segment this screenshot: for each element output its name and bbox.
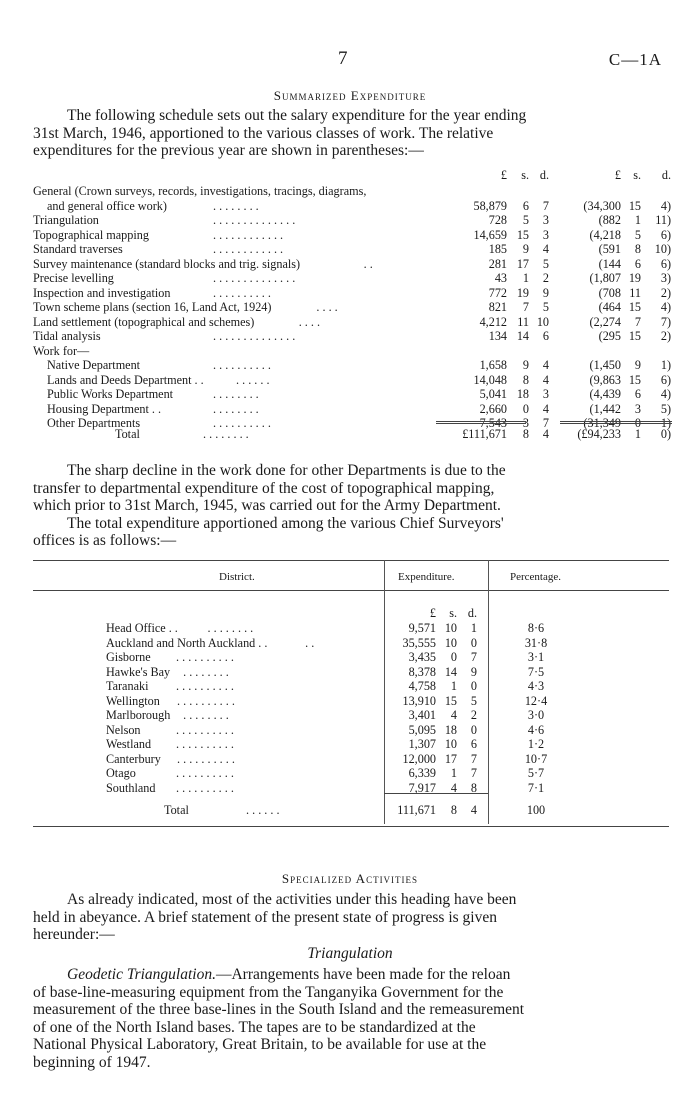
district-pounds: 3,435 — [408, 650, 436, 664]
decline-paragraph — [33, 462, 668, 550]
district-shillings: 4 — [450, 780, 457, 795]
leader-dots: . . . . . . . . . . . . — [213, 242, 284, 256]
prev-amount-pence: 4) — [660, 300, 671, 314]
para-line: hereunder:— — [33, 926, 115, 943]
district-name: Taranaki — [106, 679, 149, 693]
amount-shillings: 7 — [522, 300, 529, 314]
leader-dots: . . . . — [298, 314, 321, 329]
district-percentage: 3·1 — [527, 650, 545, 664]
leader-dots: . . . . . . . . — [183, 708, 229, 722]
prev-amount-pence: 3) — [660, 271, 671, 285]
total-leader-dots: . . . . . . . . — [203, 427, 249, 441]
prev-amount-pounds: (4,218 — [589, 227, 621, 242]
summarized-total-row — [33, 427, 673, 442]
geodetic-triangulation-paragraph — [33, 966, 668, 1071]
amount-pence: 3 — [542, 387, 549, 401]
pence-header: d. — [539, 168, 549, 182]
para-line: of one of the North Island bases. The tapes are to be standardized at the — [33, 1018, 476, 1036]
amount-pence: 10 — [536, 314, 549, 329]
district-row — [106, 766, 636, 780]
district-percentage: 4·3 — [527, 679, 545, 693]
district-row — [106, 694, 636, 708]
district-total-rule — [384, 793, 488, 794]
row-label: Other Departments — [47, 416, 141, 430]
expenditure-row — [33, 402, 673, 417]
prev-amount-pounds: (2,274 — [589, 314, 621, 329]
district-total-pence: 4 — [470, 803, 477, 817]
para-line: transfer to departmental expenditure of the cost of topographical mapping, — [33, 479, 495, 497]
amount-pence: 4 — [542, 401, 549, 416]
district-row — [106, 636, 636, 650]
district-name: Gisborne — [106, 650, 151, 664]
district-percentage: 7·1 — [527, 780, 545, 795]
district-pence: 7 — [470, 650, 477, 664]
amount-pounds: 281 — [488, 256, 507, 271]
district-percentage: 8·6 — [527, 621, 545, 635]
geodetic-title: Geodetic Triangulation. — [67, 966, 216, 983]
amount-pence: 5 — [542, 256, 549, 271]
prev-amount-pence: 2) — [660, 329, 671, 343]
total-label: Total — [115, 427, 140, 441]
amount-shillings: 3 — [522, 416, 529, 430]
prev-pound-header: £ — [614, 168, 621, 182]
leader-dots: . . . . . . . . . . — [176, 737, 234, 751]
para-line: offices is as follows:— — [33, 532, 177, 549]
prev-shilling-header: s. — [633, 168, 641, 182]
expenditure-row — [33, 358, 673, 373]
row-label: Tidal analysis — [33, 329, 101, 343]
document-reference: C—1A — [608, 50, 662, 69]
prev-amount-pounds: (34,300 — [583, 198, 621, 213]
district-shillings: 10 — [444, 737, 457, 751]
expenditure-row — [33, 300, 673, 315]
amount-shillings: 15 — [516, 227, 529, 242]
district-pounds: 12,000 — [402, 751, 436, 766]
district-percentage: 10·7 — [524, 751, 548, 766]
district-name: Nelson — [106, 722, 141, 737]
district-total-dots: . . . . . . — [246, 803, 280, 817]
district-percentage: 1·2 — [527, 737, 545, 751]
prev-amount-shillings: 6 — [634, 256, 641, 271]
leader-dots: . . . . . . . . . . . . . . — [213, 213, 296, 227]
amount-pounds: 1,658 — [479, 358, 507, 372]
expenditure-row — [33, 373, 673, 388]
district-row — [106, 650, 636, 664]
prev-amount-shillings: 19 — [628, 271, 641, 285]
expenditure-row — [33, 329, 673, 344]
leader-dots: . . . . — [316, 300, 338, 314]
prev-total-shillings: 1 — [634, 427, 641, 441]
district-pence: 0 — [470, 635, 477, 650]
prev-amount-pence: 6) — [660, 227, 671, 242]
prev-amount-pence: 1) — [660, 416, 671, 430]
district-row — [106, 737, 636, 751]
summarized-expenditure-heading: Summarized Expenditure — [273, 88, 427, 103]
prev-amount-pence: 1) — [660, 358, 671, 372]
district-shillings: 0 — [450, 650, 457, 664]
amount-pence: 5 — [542, 300, 549, 314]
district-shillings: 1 — [450, 679, 457, 693]
leader-dots: . . . . . . . . . . — [213, 358, 271, 372]
leader-dots: . . . . . . . . . . — [177, 693, 235, 708]
prev-amount-shillings: 15 — [628, 372, 641, 387]
prev-amount-pounds: (9,863 — [589, 372, 621, 387]
district-pence: 7 — [470, 751, 477, 766]
table-top-rule — [33, 560, 669, 561]
amount-shillings: 18 — [516, 387, 529, 401]
leader-dots: . . . . . . . . . . — [176, 722, 234, 737]
amount-pence: 9 — [542, 285, 549, 300]
prev-amount-shillings: 6 — [634, 387, 641, 401]
district-pence: 9 — [470, 664, 477, 679]
row-label: Work for— — [33, 343, 90, 358]
district-pounds: 8,378 — [408, 664, 436, 679]
amount-pounds: 14,048 — [473, 372, 507, 387]
district-pounds: 13,910 — [402, 693, 436, 708]
table-header-rule — [33, 590, 669, 591]
prev-amount-pounds: (31,349 — [583, 416, 621, 430]
table-bottom-rule — [33, 826, 669, 827]
district-total-shillings: 8 — [450, 803, 457, 817]
row-label: Survey maintenance (standard blocks and trig. signals) — [33, 256, 301, 271]
amount-shillings: 5 — [522, 213, 529, 227]
prev-amount-pence: 6) — [660, 372, 671, 387]
prev-total-pounds: (£94,233 — [577, 427, 621, 441]
total-pence: 4 — [542, 427, 549, 441]
leader-dots: . . . . . . — [236, 372, 270, 387]
district-name: Southland — [106, 780, 156, 795]
prev-amount-shillings: 15 — [628, 198, 641, 213]
prev-amount-pounds: (1,807 — [589, 271, 621, 285]
amount-shillings: 0 — [522, 401, 529, 416]
amount-shillings: 6 — [522, 198, 529, 213]
prev-pence-header: d. — [661, 168, 671, 182]
prev-amount-shillings: 0 — [634, 416, 641, 430]
para-line: held in abeyance. A brief statement of the present state of progress is given — [33, 908, 497, 926]
district-pence: 0 — [470, 722, 477, 737]
expenditure-row — [33, 286, 673, 301]
expenditure-row — [33, 228, 673, 243]
amount-pounds: 821 — [488, 300, 507, 314]
district-percentage: 5·7 — [527, 766, 545, 780]
triangulation-subheading: Triangulation — [307, 945, 393, 962]
prev-amount-pence: 11) — [655, 213, 671, 227]
prev-amount-pence: 2) — [660, 285, 671, 300]
row-label: Native Department — [47, 358, 141, 372]
para-line: of base-line-measuring equipment from the Tanganyika Government for the — [33, 983, 504, 1001]
row-label: Housing Department . . — [47, 401, 162, 416]
amount-pence: 3 — [542, 213, 549, 227]
para-line: beginning of 1947. — [33, 1053, 151, 1071]
prev-amount-pence: 7) — [660, 314, 671, 329]
amount-pence: 6 — [542, 329, 549, 343]
district-name: Head Office . . — [106, 621, 178, 635]
geodetic-text: —Arrangements have been made for the reloan — [215, 966, 511, 983]
district-total-percentage: 100 — [526, 803, 546, 817]
district-name: Hawke's Bay — [106, 664, 171, 679]
district-name: Marlborough — [106, 708, 171, 722]
district-pounds: 3,401 — [408, 708, 436, 722]
district-total-row — [106, 803, 636, 817]
district-shillings: 14 — [444, 664, 457, 679]
amount-shillings: 9 — [522, 242, 529, 256]
district-row — [106, 752, 636, 766]
prev-amount-pounds: (591 — [598, 242, 621, 256]
prev-amount-pounds: (882 — [598, 213, 621, 227]
amount-pounds: 728 — [488, 213, 507, 227]
prev-amount-shillings: 11 — [629, 285, 641, 300]
total-rule-current-2 — [436, 423, 526, 424]
leader-dots: . . . . . . . . . . — [176, 679, 234, 693]
amount-pence: 4 — [542, 372, 549, 387]
leader-dots: . . . . . . . . — [207, 621, 254, 635]
district-name: Otago — [106, 766, 136, 780]
district-pounds: 7,917 — [408, 780, 436, 795]
percentage-header: Percentage. — [510, 571, 561, 583]
prev-amount-shillings: 8 — [634, 242, 641, 256]
district-pence: 7 — [470, 766, 477, 780]
total-rule-previous — [560, 421, 672, 422]
prev-amount-shillings: 15 — [628, 329, 641, 343]
amount-shillings: 11 — [517, 314, 529, 329]
district-pounds: 4,758 — [408, 679, 436, 693]
total-rule-current — [436, 421, 526, 422]
specialized-activities-heading: Specialized Activities — [281, 871, 419, 886]
unit-header-row — [106, 606, 636, 620]
prev-amount-pence: 4) — [660, 198, 671, 213]
prev-amount-shillings: 1 — [634, 213, 641, 227]
para-line: As already indicated, most of the activities under this heading have been — [67, 891, 517, 908]
row-label: Inspection and investigation — [33, 285, 171, 300]
para-line: measurement of the three base-lines in the South Island and the remeasurement — [33, 1001, 525, 1018]
leader-dots: . . — [363, 256, 373, 271]
district-pounds: 9,571 — [408, 621, 436, 635]
para-line: National Physical Laboratory, Great Britain, to be available for use at the — [33, 1036, 487, 1053]
amount-shillings: 9 — [522, 358, 529, 372]
district-pence: 2 — [470, 708, 477, 722]
amount-shillings: 8 — [522, 372, 529, 387]
district-shillings: 10 — [444, 635, 457, 650]
para-line — [33, 966, 668, 984]
row-label: Standard traverses — [33, 242, 123, 256]
para-line: The sharp decline in the work done for other Departments is due to the — [67, 462, 506, 479]
prev-amount-pence: 5) — [660, 401, 671, 416]
district-name: Wellington — [106, 693, 160, 708]
row-label: and general office work) — [47, 198, 167, 213]
district-total-pounds: 111,671 — [397, 803, 436, 817]
pound-unit: £ — [429, 606, 436, 620]
amount-pence: 7 — [542, 416, 549, 430]
district-pence: 8 — [470, 780, 477, 795]
leader-dots: . . . . . . . . . . — [176, 780, 234, 795]
district-shillings: 4 — [450, 708, 457, 722]
prev-amount-shillings: 7 — [634, 314, 641, 329]
leader-dots: . . . . . . . . . . . . . . — [213, 271, 296, 285]
expenditure-row — [33, 199, 673, 214]
leader-dots: . . — [305, 635, 315, 650]
prev-amount-pounds: (708 — [598, 285, 621, 300]
amount-pounds: 14,659 — [473, 227, 507, 242]
district-row — [106, 621, 636, 635]
expenditure-row — [33, 271, 673, 286]
shilling-header: s. — [521, 168, 529, 182]
amount-pounds: 5,041 — [479, 387, 507, 401]
prev-amount-pounds: (464 — [598, 300, 621, 314]
intro-line: 31st March, 1946, apportioned to the various classes of work. The relative — [33, 124, 494, 142]
prev-amount-pence: 10) — [654, 242, 671, 256]
leader-dots: . . . . . . . . — [213, 198, 259, 213]
expenditure-header: Expenditure. — [398, 571, 455, 583]
amount-pounds: 772 — [488, 285, 507, 300]
expenditure-row — [33, 184, 673, 199]
district-shillings: 15 — [444, 693, 457, 708]
district-total-label: Total — [164, 803, 189, 817]
district-header: District. — [219, 571, 255, 583]
district-pence: 0 — [470, 679, 477, 693]
district-row — [106, 723, 636, 737]
district-pence: 6 — [470, 737, 477, 751]
district-shillings: 17 — [444, 751, 457, 766]
district-row — [106, 665, 636, 679]
leader-dots: . . . . . . . . . . — [176, 766, 234, 780]
summarized-intro-paragraph — [33, 107, 668, 160]
district-name: Canterbury — [106, 751, 161, 766]
prev-amount-shillings: 9 — [634, 358, 641, 372]
leader-dots: . . . . . . . . . . — [213, 416, 271, 430]
page-number: 7 — [338, 48, 348, 69]
prev-amount-shillings: 5 — [634, 227, 641, 242]
intro-line: The following schedule sets out the salary expenditure for the year ending — [67, 107, 527, 124]
row-label: Land settlement (topographical and schemes) — [33, 314, 255, 329]
total-shillings: 8 — [522, 427, 529, 441]
row-label: General (Crown surveys, records, investigations, tracings, diagrams, — [33, 184, 367, 198]
amount-pounds: 58,879 — [473, 198, 507, 213]
prev-amount-pounds: (1,450 — [589, 358, 621, 372]
leader-dots: . . . . . . . . . . — [177, 751, 235, 766]
district-percentage: 4·6 — [527, 722, 545, 737]
currency-header-row — [33, 168, 673, 183]
specialized-intro-paragraph — [33, 891, 668, 944]
district-percentage: 3·0 — [527, 708, 545, 722]
leader-dots: . . . . . . . . . . . . — [213, 227, 284, 242]
leader-dots: . . . . . . . . — [183, 664, 229, 679]
district-pounds: 35,555 — [402, 635, 436, 650]
leader-dots: . . . . . . . . . . . . . . — [213, 329, 296, 343]
district-row — [106, 781, 636, 795]
district-percentage: 12·4 — [524, 693, 548, 708]
amount-pence: 2 — [542, 271, 549, 285]
total-rule-previous-2 — [560, 423, 672, 424]
district-shillings: 10 — [444, 621, 457, 635]
shilling-unit: s. — [449, 606, 457, 620]
leader-dots: . . . . . . . . — [213, 401, 259, 416]
amount-shillings: 17 — [516, 256, 529, 271]
district-percentage: 31·8 — [524, 635, 548, 650]
district-pounds: 1,307 — [408, 737, 436, 751]
intro-line: expenditures for the previous year are shown in parentheses:— — [33, 142, 424, 159]
row-label: Public Works Department — [47, 387, 174, 401]
leader-dots: . . . . . . . . . . — [176, 650, 234, 664]
district-row — [106, 679, 636, 693]
amount-pence: 4 — [542, 242, 549, 256]
prev-amount-shillings: 15 — [628, 300, 641, 314]
pound-header: £ — [500, 168, 507, 182]
amount-shillings: 14 — [516, 329, 529, 343]
row-label: Triangulation — [33, 213, 99, 227]
prev-amount-pence: 4) — [660, 387, 671, 401]
district-pence: 5 — [470, 693, 477, 708]
prev-amount-pounds: (144 — [598, 256, 621, 271]
amount-pounds: 43 — [494, 271, 507, 285]
amount-pounds: 134 — [488, 329, 507, 343]
amount-pence: 7 — [542, 198, 549, 213]
prev-amount-shillings: 3 — [634, 401, 641, 416]
pence-unit: d. — [467, 606, 477, 620]
expenditure-row — [33, 257, 673, 272]
prev-amount-pence: 6) — [660, 256, 671, 271]
district-name: Auckland and North Auckland . . — [106, 635, 268, 650]
expenditure-row — [33, 213, 673, 228]
amount-shillings: 1 — [522, 271, 529, 285]
amount-pounds: 2,660 — [479, 401, 507, 416]
prev-amount-pounds: (1,442 — [589, 401, 621, 416]
expenditure-row — [33, 242, 673, 257]
prev-amount-pounds: (4,439 — [589, 387, 621, 401]
amount-pounds: 4,212 — [479, 314, 507, 329]
expenditure-row — [33, 315, 673, 330]
amount-pence: 3 — [542, 227, 549, 242]
district-pence: 1 — [470, 621, 477, 635]
district-name: Westland — [106, 737, 152, 751]
amount-shillings: 19 — [516, 285, 529, 300]
amount-pounds: 7,543 — [479, 416, 507, 430]
para-line: which prior to 31st March, 1945, was carried out for the Army Department. — [33, 497, 501, 514]
row-label: Lands and Deeds Department . . — [47, 372, 204, 387]
district-shillings: 18 — [444, 722, 457, 737]
row-label: Precise levelling — [33, 271, 114, 285]
row-label: Town scheme plans (section 16, Land Act, 1924) — [33, 300, 272, 314]
district-row — [106, 708, 636, 722]
prev-total-pence: 0) — [660, 427, 671, 441]
leader-dots: . . . . . . . . — [213, 387, 259, 401]
amount-pence: 4 — [542, 358, 549, 372]
prev-amount-pounds: (295 — [598, 329, 621, 343]
para-line: The total expenditure apportioned among the various Chief Surveyors' — [67, 514, 504, 532]
expenditure-row — [33, 344, 673, 359]
expenditure-row — [33, 387, 673, 402]
district-pounds: 6,339 — [408, 766, 436, 780]
district-percentage: 7·5 — [527, 664, 545, 679]
leader-dots: . . . . . . . . . . — [213, 285, 271, 300]
district-pounds: 5,095 — [408, 722, 436, 737]
row-label: Topographical mapping — [33, 227, 149, 242]
total-pounds: £111,671 — [462, 427, 507, 441]
district-shillings: 1 — [450, 766, 457, 780]
amount-pounds: 185 — [488, 242, 507, 256]
